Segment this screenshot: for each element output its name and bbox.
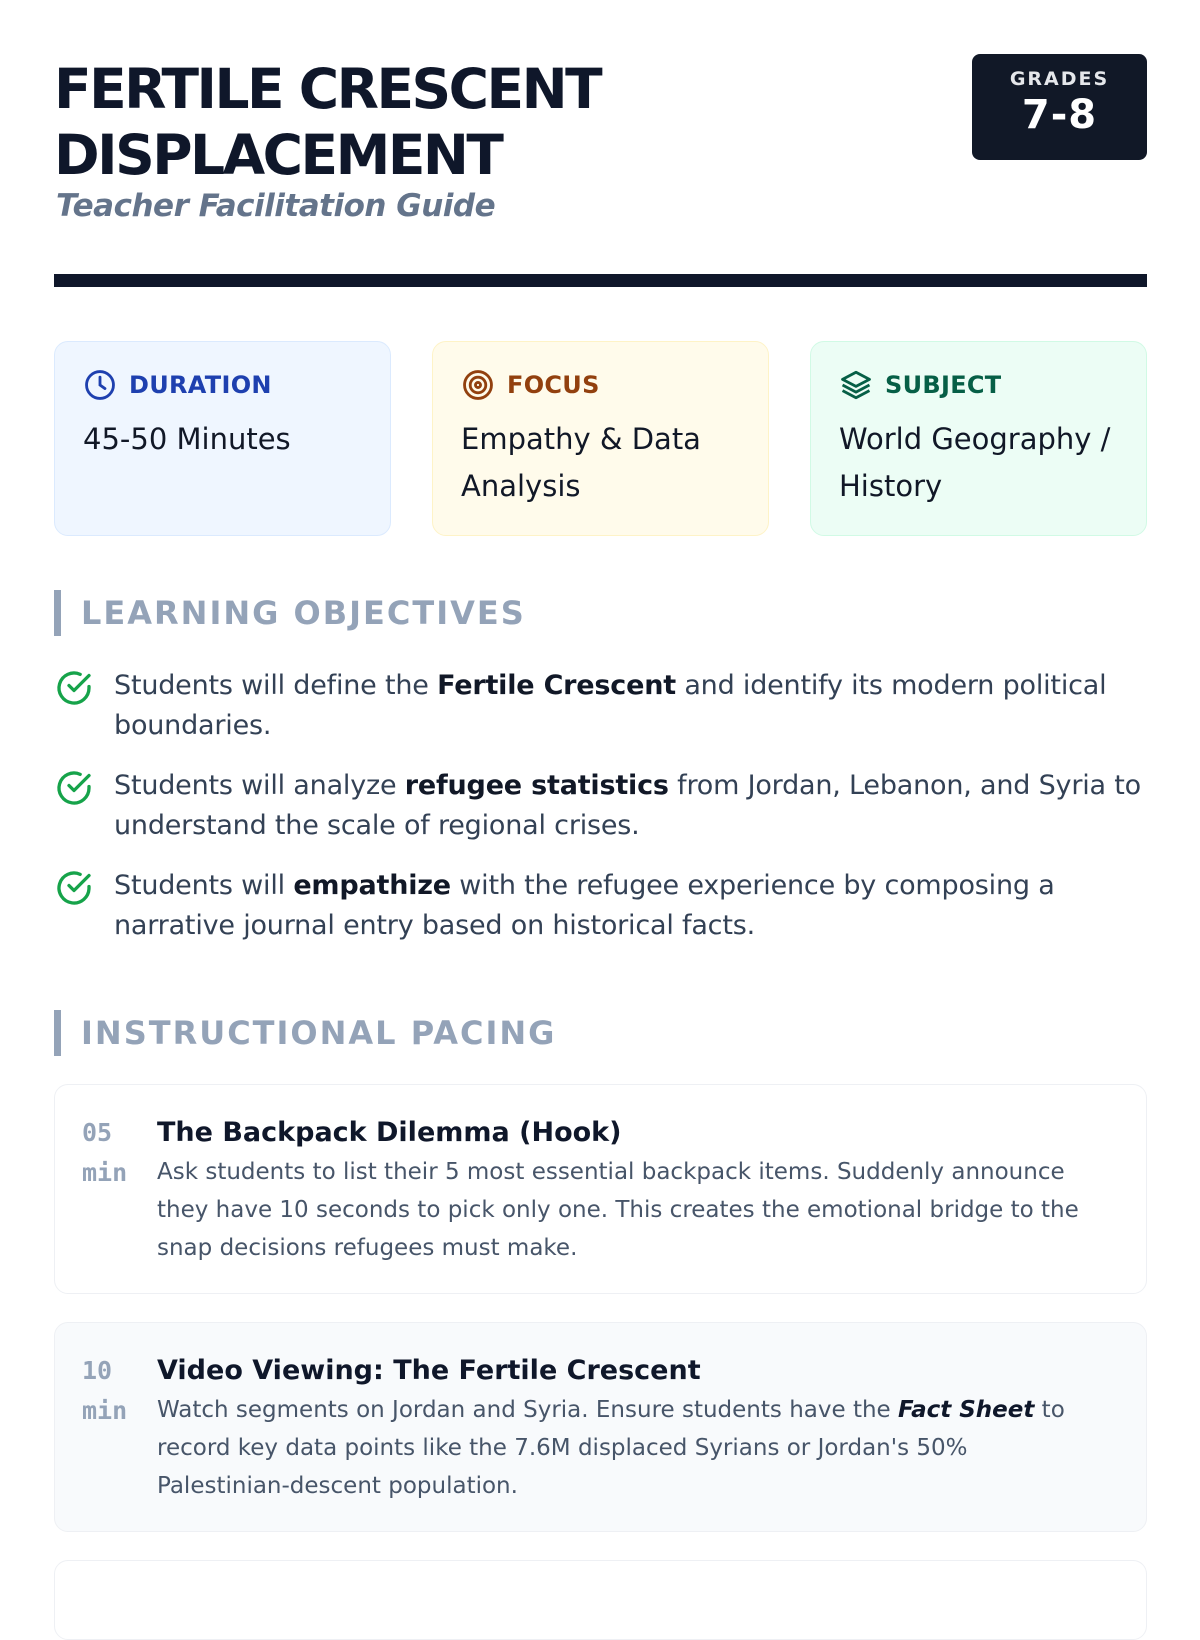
page-title [54,56,600,188]
objective-text: Students will define the Fertile Crescent and identify its modern political boundaries. [114,670,1107,741]
pacing-title: The Backpack Dilemma (Hook) [157,1117,622,1148]
pacing-duration: 05 min [82,1118,128,1187]
focus-card [432,341,769,536]
duration-value: 45-50 Minutes [83,422,291,456]
pacing-card-partial [54,1560,1147,1640]
clock-icon [83,368,117,402]
learning-objectives-heading: LEARNING OBJECTIVES [54,590,526,636]
objectives-list [54,666,1147,966]
duration-label: DURATION [129,371,272,399]
objective-text: Students will empathize with the refugee experience by composing a narrative journal entry based on historical facts. [114,870,1055,941]
objective-item [54,666,1147,746]
page-subtitle: Teacher Facilitation Guide [56,188,496,224]
pacing-card [54,1322,1147,1532]
subject-label: SUBJECT [885,371,1002,399]
check-circle-icon [54,768,94,808]
check-circle-icon [54,868,94,908]
title-line-1: FERTILE CRESCENT [54,57,601,121]
check-circle-icon [54,668,94,708]
page-header [54,0,1147,288]
info-cards [54,341,1147,536]
objective-text: Students will analyze refugee statistics from Jordan, Lebanon, and Syria to understand the scale of regional crises. [114,770,1141,841]
subject-card [810,341,1147,536]
header-divider [54,274,1147,287]
fact-sheet-reference: Fact Sheet [898,1397,1035,1423]
instructional-pacing-heading: INSTRUCTIONAL PACING [54,1010,556,1056]
pacing-title: Video Viewing: The Fertile Crescent [157,1355,701,1386]
pacing-description: Ask students to list their 5 most essential backpack items. Suddenly announce they have 10 seconds to pick only one. This creates the emotional bridge to the snap decisions refugees must make. [157,1159,1079,1261]
target-icon [461,368,495,402]
layers-icon [839,368,873,402]
grades-value: 7-8 [1021,92,1098,138]
guide-page [54,0,1147,1499]
pacing-card [54,1084,1147,1294]
title-line-2: DISPLACEMENT [54,123,502,187]
duration-card [54,341,391,536]
pacing-duration: 10 min [82,1356,128,1425]
grades-badge [972,54,1147,160]
objective-item [54,766,1147,846]
focus-value: Empathy & Data Analysis [461,422,701,503]
pacing-description: Watch segments on Jordan and Syria. Ensure students have the Fact Sheet to record key data points like the 7.6M displaced Syrians or Jordan's 50% Palestinian-descent population. [157,1397,1065,1499]
subject-value: World Geography / History [839,422,1111,503]
focus-label: FOCUS [507,371,600,399]
grades-label: GRADES [1009,68,1110,90]
objective-item [54,866,1147,946]
